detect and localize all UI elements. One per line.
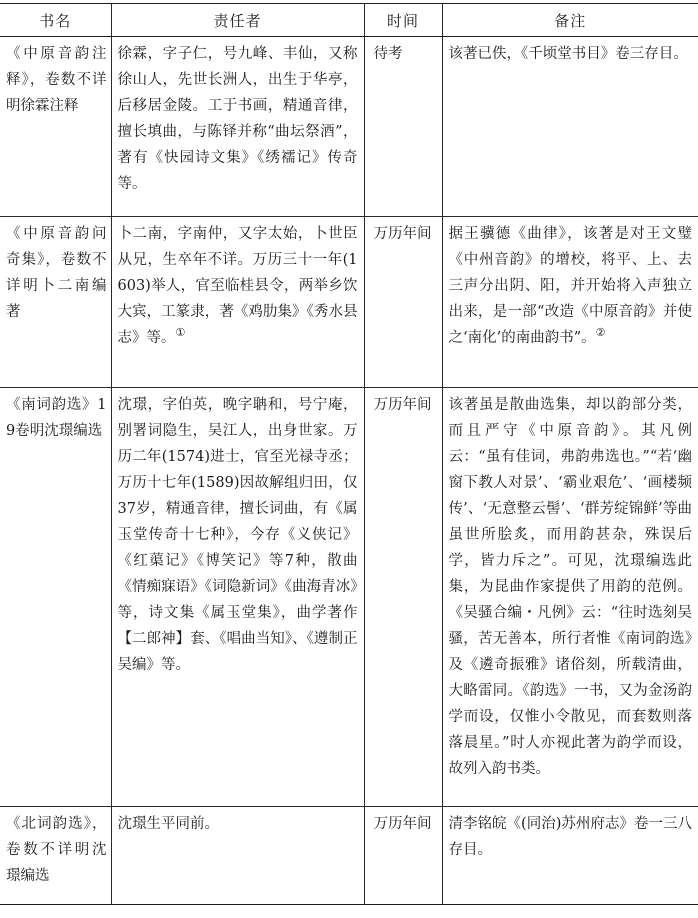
footnote-marker[interactable]: ② bbox=[595, 326, 606, 340]
author-text: 沈璟生平同前。 bbox=[117, 816, 219, 832]
time-text: 待考 bbox=[373, 46, 403, 62]
remark-cell-content bbox=[443, 217, 698, 351]
time-text: 万历年间 bbox=[373, 816, 432, 832]
time-text: 万历年间 bbox=[373, 226, 432, 242]
book-title-text: 《北词韵选》，卷数不详明沈璟编选 bbox=[6, 816, 107, 884]
author-text: 徐霖，字子仁，号九峰、丰仙，又称徐山人，先世长洲人，出生于华亭，后移居金陵。工于书画，精通音律，擅长填曲，与陈铎并称“曲坛祭酒”，著有《快园诗文集》《绣襦记》传奇等。 bbox=[117, 46, 358, 192]
cell-remark bbox=[442, 388, 698, 807]
remark-text: 清李铭皖《(同治)苏州府志》卷一三八存目。 bbox=[448, 816, 692, 858]
book-title-text: 《南词韵选》19卷明沈璟编选 bbox=[6, 397, 107, 439]
remark-text: 据王骥德《曲律》，该著是对王文璧《中州音韵》的增校，将平、上、去三声分出阴、阳，并开始将入声独立出来，是一部“改造《中原音韵》并使之‘南化’的南曲韵书”。 bbox=[448, 226, 692, 346]
author-cell-content bbox=[112, 217, 364, 351]
cell-time bbox=[364, 217, 442, 388]
cell-author bbox=[111, 388, 364, 807]
cell-remark bbox=[442, 807, 698, 905]
cell-title bbox=[0, 217, 111, 388]
cell-author bbox=[111, 807, 364, 905]
table-row bbox=[0, 217, 698, 388]
author-text: 卜二南，字南仲，又字太始，卜世臣从兄，生卒年不详。万历三十一年(1603)举人，官至临桂县令，两举乡饮大宾，工篆隶，著《鸡肋集》《秀水县志》等。 bbox=[117, 226, 358, 346]
cell-time bbox=[364, 807, 442, 905]
header-title: 书名 bbox=[0, 4, 111, 37]
table-row bbox=[0, 388, 698, 807]
header-author: 责任者 bbox=[111, 4, 364, 37]
cell-remark bbox=[442, 37, 698, 217]
table-row bbox=[0, 37, 698, 217]
cell-remark bbox=[442, 217, 698, 388]
remark-text: 该著虽是散曲选集，却以韵部分类，而且严守《中原音韵》。其凡例云：“虽有佳词，弗韵弗选也。”“若‘幽窗下教人对景’、‘霸业艰危’、‘画楼频传’、‘无意整云髻’、‘群芳绽锦鲜’等曲虽世所脍炙，而用韵甚杂，殊误后学，皆力斥之”。可见，沈璟编选此集，为昆曲作家提供了用韵的范例。《吴骚合编・凡例》云：“往时选刻吴骚，苦无善本，所行者惟《南词韵选》及《遴奇振雅》诸俗刻，所载清曲，大略雷同。《韵选》一书，又为金汤韵学而设，仅惟小令散见，而套数则落落晨星。”时人亦视此著为韵学而设，故列入韵书类。 bbox=[448, 397, 692, 777]
rhyme-book-catalog-table bbox=[0, 3, 698, 905]
time-text: 万历年间 bbox=[373, 397, 432, 413]
table-header-row bbox=[0, 4, 698, 37]
book-title-text: 《中原音韵注释》，卷数不详明徐霖注释 bbox=[6, 46, 107, 114]
header-time: 时间 bbox=[364, 4, 442, 37]
remark-text: 该著已佚，《千顷堂书目》卷三存目。 bbox=[448, 46, 688, 62]
cell-author bbox=[111, 217, 364, 388]
cell-time bbox=[364, 37, 442, 217]
cell-title bbox=[0, 37, 111, 217]
header-remark: 备注 bbox=[442, 4, 698, 37]
book-title-text: 《中原音韵问奇集》，卷数不详明卜二南编著 bbox=[6, 226, 107, 320]
footnote-marker[interactable]: ① bbox=[175, 326, 186, 340]
cell-title bbox=[0, 807, 111, 905]
cell-title bbox=[0, 388, 111, 807]
table-row bbox=[0, 807, 698, 905]
author-text: 沈璟，字伯英，晚字聃和，号宁庵，别署词隐生，吴江人，出身世家。万历二年(1574)进士，官至光禄寺丞；万历十七年(1589)因故解组归田，仅37岁，精通音律，擅长词曲，有《属玉堂传奇十七种》，今存《义侠记》《红蕖记》《博笑记》等7种，散曲《情痴寐语》《词隐新词》《曲海青冰》等，诗文集《属玉堂集》，曲学著作【二郎神】套、《唱曲当知》、《遵制正吴编》等。 bbox=[117, 397, 358, 673]
cell-time bbox=[364, 388, 442, 807]
cell-author bbox=[111, 37, 364, 217]
